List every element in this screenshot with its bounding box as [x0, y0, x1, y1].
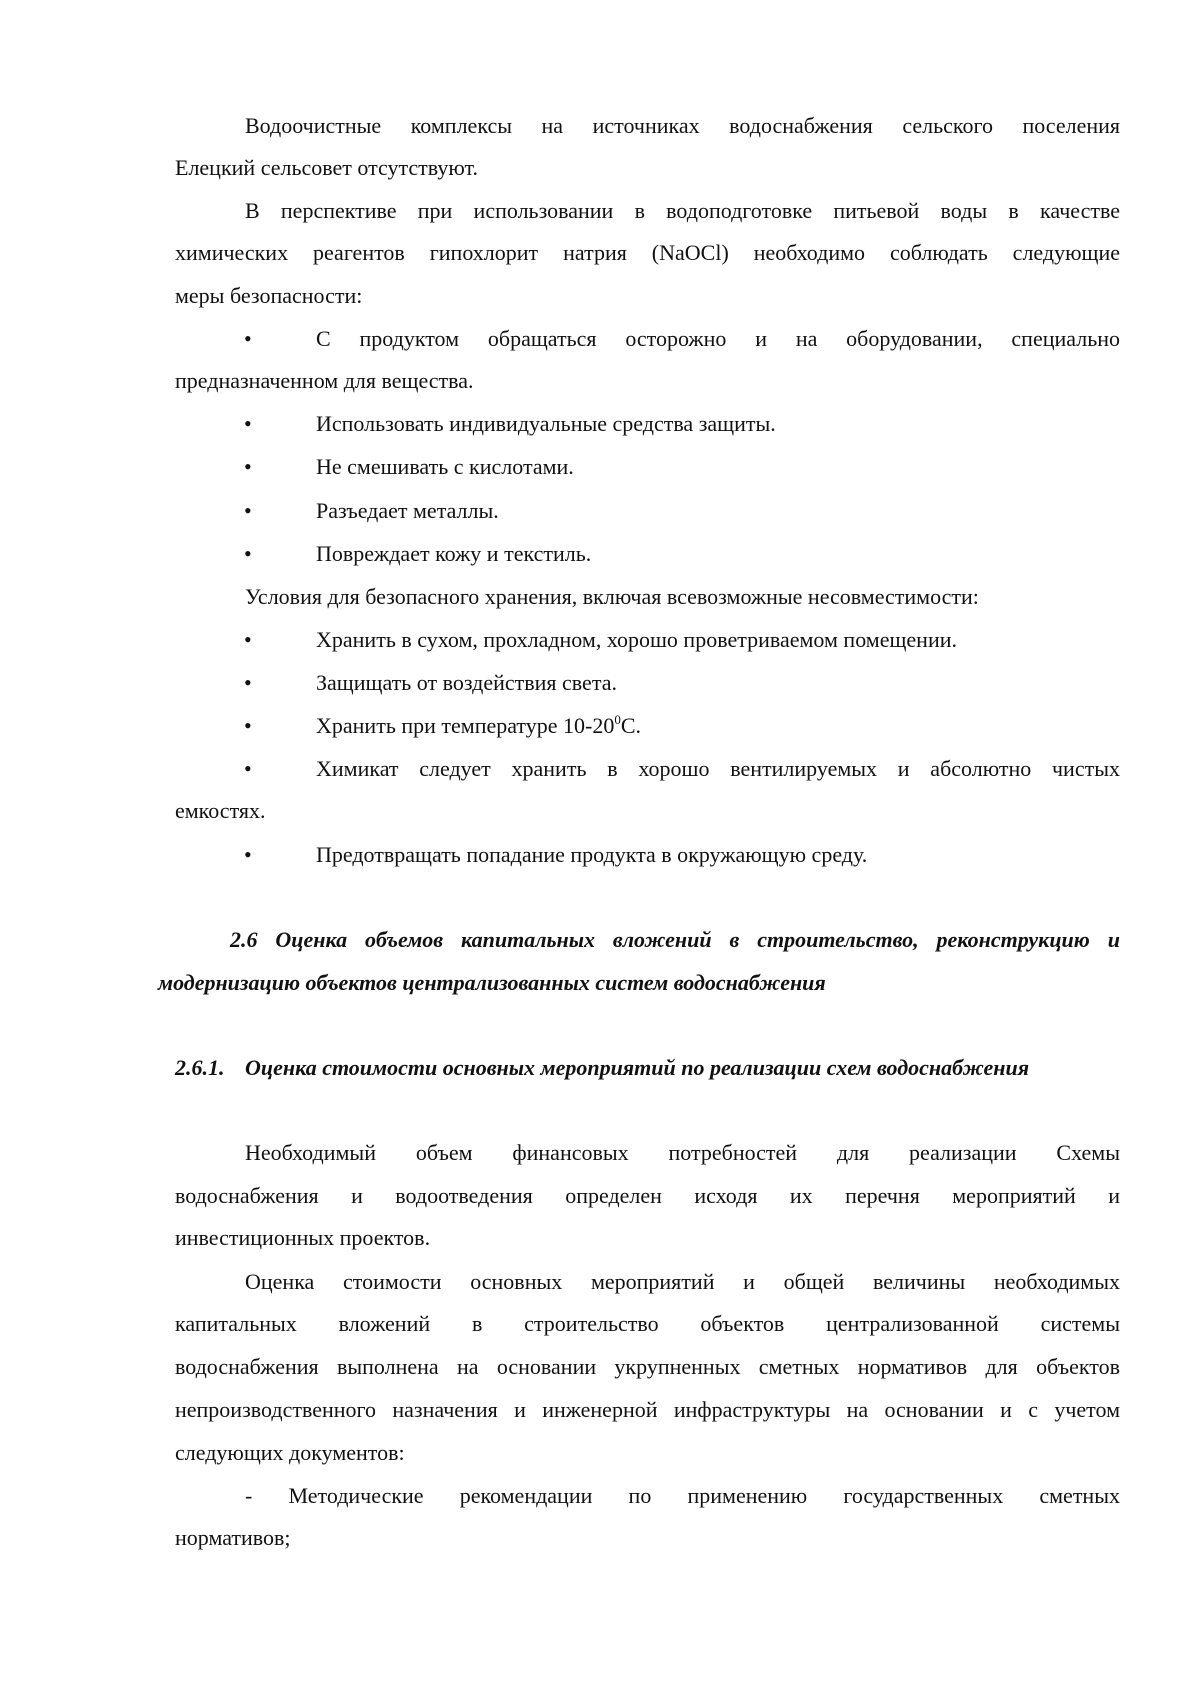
- bullet-marker: •: [244, 627, 252, 652]
- paragraph-3-line-2: водоснабжения и водоотведения определен исходя их перечня мероприятий и: [175, 1183, 1120, 1208]
- safety-item-2: Использовать индивидуальные средства защиты.: [316, 411, 776, 436]
- paragraph-3-line-1: Необходимый объем финансовых потребностей для реализации Схемы: [245, 1140, 1120, 1165]
- bullet-marker: •: [244, 411, 252, 436]
- bullet-marker: •: [244, 498, 252, 523]
- section-2-6-1-title: Оценка стоимости основных мероприятий по реализации схем водоснабжения: [245, 1055, 1030, 1080]
- paragraph-4-line-4: непроизводственного назначения и инженерной инфраструктуры на основании и с учетом: [175, 1397, 1120, 1422]
- temperature-text: Хранить при температуре 10-20: [316, 713, 615, 738]
- storage-item-2: Защищать от воздействия света.: [316, 670, 617, 695]
- section-2-6-1-number: 2.6.1.: [175, 1055, 225, 1080]
- paragraph-5-line-1: - Методические рекомендации по применению государственных сметных: [245, 1483, 1120, 1508]
- storage-intro: Условия для безопасного хранения, включая всевозможные несовместимости:: [245, 584, 979, 609]
- bullet-marker: •: [244, 756, 252, 781]
- bullet-marker: •: [244, 326, 252, 351]
- section-2-6-heading-line-1: 2.6 Оценка объемов капитальных вложений в строительство, реконструкцию и: [230, 927, 1120, 952]
- bullet-marker: •: [244, 670, 252, 695]
- paragraph-5-line-2: нормативов;: [175, 1525, 291, 1550]
- safety-item-4: Разъедает металлы.: [316, 498, 499, 523]
- paragraph-4-line-1: Оценка стоимости основных мероприятий и общей величины необходимых: [245, 1269, 1120, 1294]
- paragraph-2-line-2: химических реагентов гипохлорит натрия (NaOCl) необходимо соблюдать следующие: [175, 240, 1120, 265]
- degree-superscript: 0: [614, 712, 621, 727]
- temperature-unit: С.: [620, 713, 642, 738]
- storage-item-4-line-2: емкостях.: [175, 798, 266, 823]
- safety-item-3: Не смешивать с кислотами.: [316, 454, 574, 479]
- paragraph-4-line-5: следующих документов:: [175, 1440, 405, 1465]
- bullet-marker: •: [244, 454, 252, 479]
- paragraph-4-line-2: капитальных вложений в строительство объектов централизованной системы: [175, 1311, 1120, 1336]
- paragraph-3-line-3: инвестиционных проектов.: [175, 1225, 431, 1250]
- safety-item-5: Повреждает кожу и текстиль.: [316, 541, 592, 566]
- bullet-marker: •: [244, 541, 252, 566]
- section-2-6-heading-line-2: модернизацию объектов централизованных систем водоснабжения: [158, 970, 826, 995]
- bullet-marker: •: [244, 842, 252, 867]
- paragraph-1-line-1: Водоочистные комплексы на источниках водоснабжения сельского поселения: [245, 113, 1120, 138]
- paragraph-1-line-2: Елецкий сельсовет отсутствуют.: [175, 155, 478, 180]
- paragraph-2-line-3: меры безопасности:: [175, 283, 363, 308]
- safety-item-1-line-2: предназначенном для вещества.: [175, 368, 474, 393]
- storage-item-4-line-1: Химикат следует хранить в хорошо вентилируемых и абсолютно чистых: [316, 756, 1120, 781]
- storage-item-1: Хранить в сухом, прохладном, хорошо проветриваемом помещении.: [316, 627, 957, 652]
- paragraph-2-line-1: В перспективе при использовании в водоподготовке питьевой воды в качестве: [245, 198, 1120, 223]
- bullet-marker: •: [244, 713, 252, 738]
- paragraph-4-line-3: водоснабжения выполнена на основании укрупненных сметных нормативов для объектов: [175, 1354, 1120, 1379]
- safety-item-1-line-1: С продуктом обращаться осторожно и на оборудовании, специально: [316, 326, 1120, 351]
- storage-item-3: [316, 712, 641, 740]
- storage-item-5: Предотвращать попадание продукта в окружающую среду.: [316, 842, 868, 867]
